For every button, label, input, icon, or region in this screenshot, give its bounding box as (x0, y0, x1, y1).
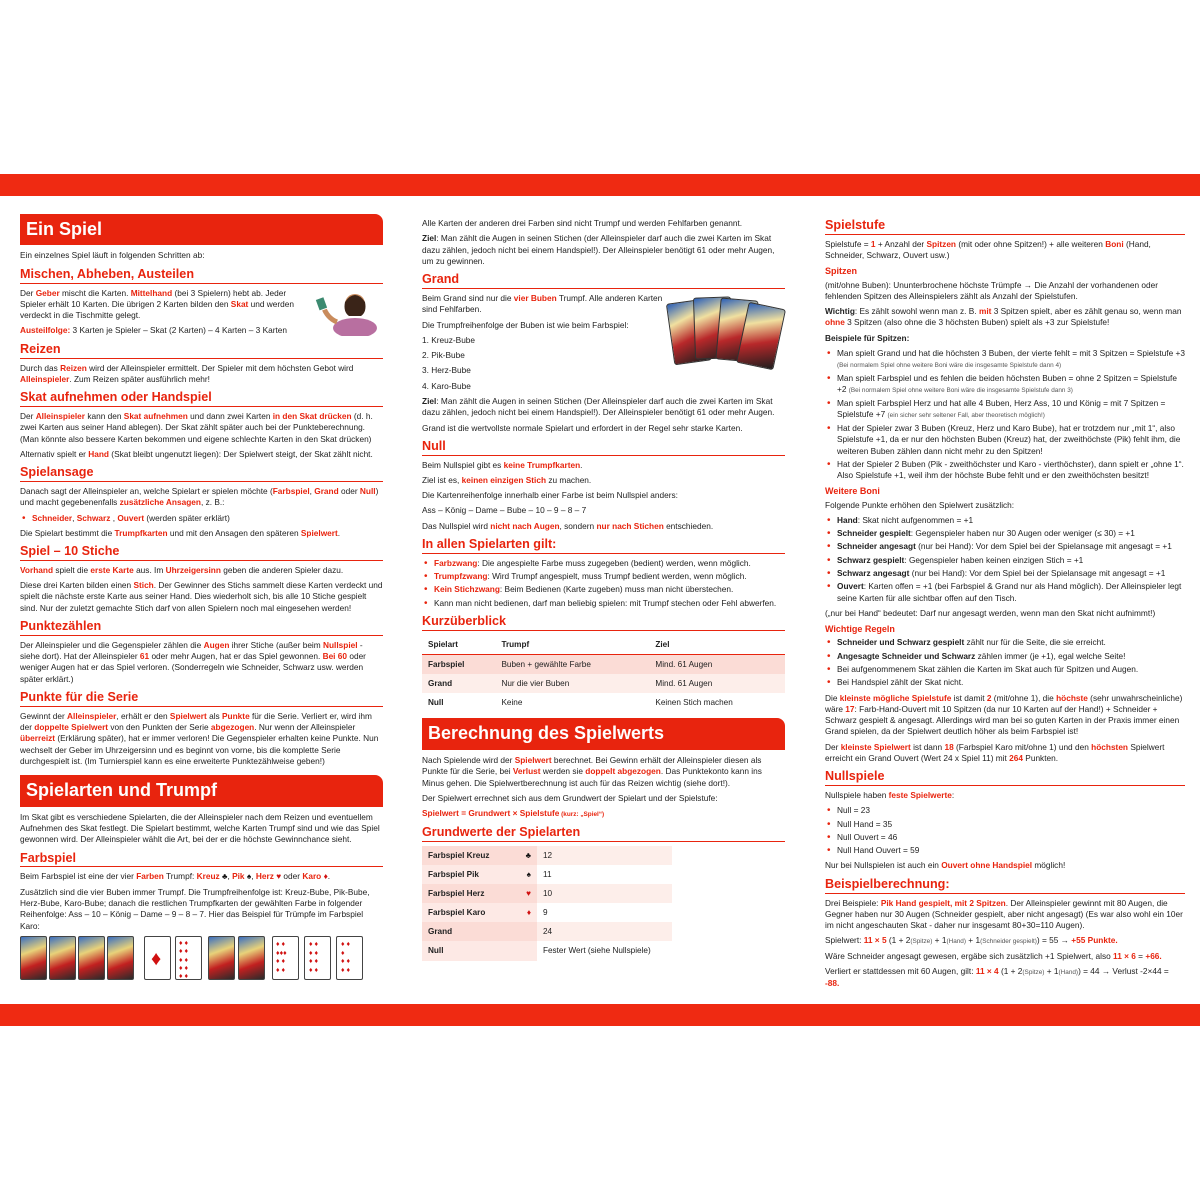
list-item: • Kein Stichzwang: Beim Bedienen (Karte zugeben) muss man nicht überstechen. (422, 584, 785, 595)
list-item: • Schneider gespielt: Gegenspieler haben nur 30 Augen oder weniger (≤ 30) = +1 (825, 528, 1185, 539)
table-cell: Mind. 61 Augen (649, 655, 785, 675)
handspiel-text: Alternativ spielt er Hand (Skat bleibt ungenutzt liegen): Der Spielwert steigt, der Skat zählt nicht. (20, 448, 373, 459)
dealer-illustration-icon (309, 288, 381, 336)
list-item: • Bei Handspiel zählt der Skat nicht. (825, 677, 1185, 688)
list-item: • Angesagte Schneider und Schwarz zählen immer (je +1), egal welche Seite! (825, 651, 1185, 662)
nullspiele-list (825, 805, 1185, 856)
column-1 (20, 214, 383, 982)
table-cell: 24 (537, 922, 672, 941)
list-item: • Bei aufgenommenem Skat zählen die Karten im Skat auch für Spitzen und Augen. (825, 664, 1185, 675)
list-item: • Farbzwang: Die angespielte Farbe muss zugegeben (bedient) werden, wenn möglich. (422, 558, 785, 569)
stich-text: Diese drei Karten bilden einen Stich. Der Gewinner des Stichs sammelt diese Karten verdeckt und spielt die nächste erste Karte aus seiner Hand. Dies wiederholt sich, bis alle 10 Stiche gespielt sind. Nur der zuletzt gemachte Stich darf von allen Spielern noch mal eingesehen werden! (20, 580, 383, 613)
spielstufe-range-text: Die kleinste mögliche Spielstufe ist damit 2 (mit/ohne 1), die höchste (sehr unwahrscheinliche) wäre 17: Farb-Hand-Ouvert mit 10 Spitzen (da nur 10 Karten auf der Hand!) + Schneider + Schwarz gespielt & angesagt. Allerdings wird man bei so guten Karten in der Praxis immer einen Grand spielen, da der Spielwert deutlich höher als beim Farbspiel ist! (825, 692, 1183, 737)
table-row (422, 884, 672, 903)
card-karo-ass: ♦ (144, 936, 171, 980)
column-header: Trumpf (495, 635, 649, 655)
spielwert-range-text: Der kleinste Spielwert ist dann 18 (Farbspiel Karo mit/ohne 1) und den höchsten Spielwert erreicht ein Grand Ouvert (Wert 24 x Spiel 11) mit 264 Punkten. (825, 741, 1165, 763)
heading-stiche: Spiel – 10 Stiche (20, 545, 383, 561)
null-ziel: Ziel ist es, keinen einzigen Stich zu machen. (422, 474, 592, 485)
heading-spitzen: Spitzen (825, 266, 858, 277)
beispiel-spielwert: Spielwert: 11 × 5 (1 + 2(Spitze) + 1(Hand) + 1(Schneider gespielt)) = 55 → +55 Punkte. (825, 935, 1118, 946)
nullspiele-intro: Nullspiele haben feste Spielwerte: (825, 790, 955, 801)
table-row (422, 693, 785, 712)
section-title-ein-spiel: Ein Spiel (20, 214, 383, 245)
card-karo-9: ♦ ♦ ♦♦♦ ♦ ♦ ♦ ♦ (272, 936, 299, 980)
mischen-text: Der Geber mischt die Karten. Mittelhand (bei 3 Spielern) hebt ab. Jeder Spieler erhält 10 Karten. Die übrigen 2 Karten bilden den Skat und werden verdeckt in die Tischmitte gelegt. (20, 287, 294, 321)
ansage-list (20, 513, 383, 524)
boni-list (825, 515, 1185, 604)
table-cell: Keinen Stich machen (655, 698, 733, 708)
list-item: 3. Herz-Bube (422, 365, 471, 376)
wichtig-text: Wichtig: Es zählt sowohl wenn man z. B. mit 3 Spitzen spielt, aber es zählt genau so, wenn man ohne 3 Spitzen (also ohne die 3 höchsten Buben) spielt als +3 zur Spielstufe! (825, 306, 1182, 328)
column-3 (825, 219, 1185, 993)
heading-spielansage: Spielansage (20, 466, 383, 482)
heading-farbspiel: Farbspiel (20, 852, 383, 868)
card-karo-dame (238, 936, 265, 980)
section-title-spielarten: Spielarten und Trumpf (20, 775, 383, 806)
card-karo-8: ♦ ♦ ♦ ♦ ♦ ♦ ♦ ♦ (304, 936, 331, 980)
list-item: • Schwarz angesagt (nur bei Hand): Vor dem Spiel bei der Spielansage mit angesagt = +1 (825, 568, 1185, 579)
section-title-berechnung: Berechnung des Spielwerts (422, 718, 785, 749)
table-cell: 11 (537, 865, 672, 884)
grand-text: Beim Grand sind nur die vier Buben Trumpf. Alle anderen Karten sind Fehlfarben. (422, 292, 663, 315)
card-herz-bube (78, 936, 105, 980)
table-row (422, 865, 672, 884)
card-kreuz-bube (20, 936, 47, 980)
heading-wichtige-regeln: Wichtige Regeln (825, 624, 895, 635)
heading-spielstufe: Spielstufe (825, 219, 1185, 235)
boni-intro: Folgende Punkte erhöhen den Spielwert zusätzlich: (825, 499, 1015, 510)
stiche-text: Vorhand spielt die erste Karte aus. Im Uhrzeigersinn geben die anderen Spieler dazu. (20, 564, 344, 575)
heading-grundwerte: Grundwerte der Spielarten (422, 826, 785, 842)
list-item: • Man spielt Farbspiel Herz und hat alle 4 Buben, Herz Ass, 10 und König = mit 7 Spitzen = Spielstufe +7 (ein sicher sehr seltener Fall, aber theoretisch möglich!) (825, 398, 1185, 421)
column-header: Ziel (649, 635, 785, 655)
table-row (422, 903, 672, 922)
intro-text: Ein einzelnes Spiel läuft in folgenden Schritten ab: (20, 250, 205, 261)
spitzen-beispiele-list (825, 348, 1185, 481)
list-item: • Null = 23 (825, 805, 1185, 816)
beispiel-schneider: Wäre Schneider angesagt gewesen, ergäbe sich zusätzlich +1 Spielwert, also 11 × 6 = +66. (825, 951, 1162, 962)
top-color-band (0, 174, 1200, 196)
ouvert-text: Nur bei Nullspielen ist auch ein Ouvert ohne Handspiel möglich! (825, 860, 1066, 871)
list-item: 4. Karo-Bube (422, 380, 471, 391)
heading-grand: Grand (422, 273, 785, 289)
spielarten-text: Im Skat gibt es verschiedene Spielarten, die der Alleinspieler nach dem Reizen und eventuellem Aufnehmen des Skat festlegt. Die Spielart bestimmt, welche Karten Trumpf sind und wie das Spiel gewonnen wird. Der Alleinspieler wählt die Art, bei der er die höchste Gewinnchance sieht. (20, 811, 380, 845)
table-row (422, 674, 785, 693)
grand-ziel-text: Ziel: Man zählt die Augen in seinen Stichen (Der Alleinspieler darf auch die zwei Karten im Skat dazu zählen, jedoch nicht bei einem Handspiel!). Der Alleinspieler benötigt 61 oder mehr Augen. (422, 395, 775, 418)
table-cell: Farbspiel Pik ♠ (422, 865, 537, 884)
list-item: • Trumpfzwang: Wird Trumpf angespielt, muss Trumpf bedient werden, wenn möglich. (422, 571, 785, 582)
grand-order-intro: Die Trumpfreihenfolge der Buben ist wie beim Farbspiel: (422, 319, 629, 330)
heading-mischen: Mischen, Abheben, Austeilen (20, 268, 383, 284)
column-header: Spielart (422, 635, 495, 655)
null-entscheid: Das Nullspiel wird nicht nach Augen, sondern nur nach Stichen entschieden. (422, 520, 714, 531)
heading-serie: Punkte für die Serie (20, 691, 383, 707)
serie-text: Gewinnt der Alleinspieler, erhält er den Spielwert als Punkte für die Serie. Verliert er, wird ihm der doppelte Spielwert von den Punkten der Serie abgezogen. Nur wenn der Alleinspieler überreizt (Erklärung später), hat er immer verloren! Die Gegenspieler erhalten keine Punkte. Nun wechselt der Geber im Uhrzeigersinn und es beginnt von vorne, bis die komplette Serie durchgespielt ist. (Im Turnierspiel kann es eine erweiterte Punktezählweise geben!) (20, 710, 379, 766)
table-cell: Nur die vier Buben (495, 674, 649, 693)
table-cell: 10 (537, 884, 672, 903)
table-cell: Farbspiel Herz ♥ (422, 884, 537, 903)
table-cell: Keine (501, 698, 523, 708)
card-pik-bube (49, 936, 76, 980)
table-cell: Farbspiel (422, 655, 495, 675)
card-karo-bube (107, 936, 134, 980)
list-item: • Null Hand Ouvert = 59 (825, 845, 1185, 856)
spitzen-text: (mit/ohne Buben): Ununterbrochene höchste Trümpfe → Die Anzahl der vorhandenen oder fehlenden Spitzen des Alleinspielers zählt als Anzahl der Spielstufen. (825, 279, 1158, 301)
heading-skat: Skat aufnehmen oder Handspiel (20, 391, 383, 407)
heading-weitere-boni: Weitere Boni (825, 486, 880, 497)
heading-nullspiele: Nullspiele (825, 770, 1185, 786)
austeilfolge-text: Austeilfolge: 3 Karten je Spieler – Skat (2 Karten) – 4 Karten – 3 Karten (20, 325, 288, 336)
heading-punktezaehlen: Punktezählen (20, 620, 383, 636)
null-order: Ass – König – Dame – Bube – 10 – 9 – 8 – 7 (422, 505, 587, 516)
list-item: • Schneider und Schwarz gespielt zählt nur für die Seite, die sie erreicht. (825, 637, 1185, 648)
list-item: • Null Hand = 35 (825, 819, 1185, 830)
heading-reizen: Reizen (20, 343, 383, 359)
trumpf-order-text: Zusätzlich sind die vier Buben immer Trumpf. Die Trumpfreihenfolge ist: Kreuz-Bube, Pik-Bube, Herz-Bube, Karo-Bube; danach die restlichen Trumpfkarten der gewählten Farbe in folgender Reihenfolge: Ass – 10 – König – Dame – 9 – 8 – 7. Hier das Beispiel für Trümpfe im Farbspiel Karo: (20, 886, 370, 931)
table-row (422, 655, 785, 675)
reizen-text: Durch das Reizen wird der Alleinspieler ermittelt. Der Spieler mit dem höchsten Gebot wird Alleinspieler. Zum Reizen später ausführlich mehr! (20, 362, 354, 384)
table-cell: Grand (422, 674, 495, 693)
kurzueberblick-table (422, 635, 785, 713)
spielansage-text: Danach sagt der Alleinspieler an, welche Spielart er spielen möchte (Farbspiel, Grand oder Null) und macht gegebenenfalls zusätzliche Ansagen, z. B.: (20, 485, 379, 508)
berechnung-text: Nach Spielende wird der Spielwert berechnet. Bei Gewinn erhält der Alleinspieler diesen als Punkte für die Serie, bei Verlust werden sie doppelt abgezogen. Das Punktekonto kann ins Minus gehen. Die Spielwertberechnung ist auch für das Reizen wichtig (siehe dort!). (422, 754, 762, 788)
heading-beispielberechnung: Beispielberechnung: (825, 878, 1185, 894)
table-header-row (422, 635, 785, 655)
list-item: • Kann man nicht bedienen, darf man beliebig spielen: mit Trumpf stechen oder Fehl abwerfen. (422, 598, 785, 609)
table-cell: Grand (422, 922, 537, 941)
wichtige-regeln-list (825, 637, 1185, 688)
list-item: • Hat der Spieler 2 Buben (Pik - zweithöchster und Karo - vierthöchster), dann spielt er „ohne 1“. Also Spielstufe +1, weil ihm der höchste Bube fehlt und er den zweithöchsten besitzt! (825, 459, 1185, 482)
grand-wert-text: Grand ist die wertvollste normale Spielart und erfordert in der Regel sehr starke Karten. (422, 422, 743, 433)
grundwerte-table (422, 846, 672, 961)
ziel-text: Ziel: Man zählt die Augen in seinen Stichen (der Alleinspieler darf auch die zwei Karten im Skat dazu zählen, jedoch nicht bei einem Handspiel!). Der Alleinspieler benötigt 61 oder mehr Augen, um zu gewinnen. (422, 233, 775, 266)
punkte-text: Der Alleinspieler und die Gegenspieler zählen die Augen ihrer Stiche (außer beim Nullspiel - siehe dort). Hat der Alleinspieler 61 oder mehr Augen, hat er das Spiel gewonnen. Bei 60 oder weniger Augen hat er das Spiel verloren. (Sonderregeln wie Schneider, Schwarz usw. werden später erklärt.) (20, 639, 366, 684)
beispiele-spitzen-heading: Beispiele für Spitzen: (825, 332, 910, 343)
skat-text: Der Alleinspieler kann den Skat aufnehmen und dann zwei Karten in den Skat drücken (d. h. zwei Karten aus seiner Hand ablegen). Der Skat zählt später auch bei der Punkteberechnung. (Man könnte also bessere Karten bekommen und eigene schlechte Karten in den Skat drücken) (20, 410, 373, 444)
grand-buben-illustration (670, 293, 785, 383)
heading-alle-spielarten: In allen Spielarten gilt: (422, 538, 785, 554)
list-item: • Hat der Spieler zwar 3 Buben (Kreuz, Herz und Karo Bube), hat er trotzdem nur „mit 1“, also Spielstufe +1, da er nur den höchsten Buben (Kreuz) hat, der zweithöchste (Pik) fehlt ihm, die weiteren Buben zählen dann nicht mehr zu den Spitzen! (825, 423, 1185, 457)
spielart-text: Die Spielart bestimmt die Trumpfkarten und mit den Ansagen den späteren Spielwert. (20, 527, 341, 538)
card-karo-7: ♦ ♦ ♦ ♦ ♦ ♦ ♦ (336, 936, 363, 980)
list-item: • Schneider, Schwarz , Ouvert (werden später erklärt) (20, 513, 383, 524)
list-item: • Hand: Skat nicht aufgenommen = +1 (825, 515, 1185, 526)
table-cell: 12 (537, 846, 672, 865)
table-cell: Buben + gewählte Farbe (495, 655, 649, 675)
spielstufe-text: Spielstufe = 1 + Anzahl der Spitzen (mit oder ohne Spitzen!) + alle weiteren Boni (Hand, Schneider, Schwarz, Ouvert usw.) (825, 238, 1151, 261)
table-cell: Null (428, 698, 444, 708)
list-item: • Man spielt Farbspiel und es fehlen die beiden höchsten Buben = ohne 2 Spitzen = Spielstufe +2 (Bei normalem Spiel ohne weitere Boni wäre die insgesamte Spielstufe dann 3) (825, 373, 1185, 396)
list-item: • Schneider angesagt (nur bei Hand): Vor dem Spiel bei der Spielansage mit angesagt = +1 (825, 541, 1185, 552)
spielwert-formel: Spielwert = Grundwert × Spielstufe (kurz: „Spiel“) (422, 808, 605, 819)
heading-null: Null (422, 440, 785, 456)
berechnung-intro: Der Spielwert errechnet sich aus dem Grundwert der Spielart und der Spielstufe: (422, 792, 718, 803)
null-text: Beim Nullspiel gibt es keine Trumpfkarten. (422, 459, 583, 470)
table-cell: Null (422, 941, 537, 960)
table-cell: Fester Wert (siehe Nullspiele) (537, 941, 672, 960)
list-item: • Null Ouvert = 46 (825, 832, 1185, 843)
list-item: • Schwarz gespielt: Gegenspieler haben keinen einzigen Stich = +1 (825, 555, 1185, 566)
heading-kurzueberblick: Kurzüberblick (422, 615, 785, 631)
list-item: • Ouvert: Karten offen = +1 (bei Farbspiel & Grand nur als Hand möglich). Der Alleinspieler legt seine Karten für alle sichtbar offen auf den Tisch. (825, 581, 1185, 604)
fehlfarben-text: Alle Karten der anderen drei Farben sind nicht Trumpf und werden Fehlfarben genannt. (422, 218, 743, 228)
farbspiel-text: Beim Farbspiel ist eine der vier Farben Trumpf: Kreuz ♣, Pik ♠, Herz ♥ oder Karo ♦. (20, 871, 331, 882)
table-row (422, 941, 672, 960)
regeln-list (422, 558, 785, 609)
card-karo-10: ♦ ♦ ♦ ♦ ♦ ♦ ♦ ♦ ♦ ♦ (175, 936, 202, 980)
buben-list (422, 335, 665, 392)
column-2 (422, 218, 785, 967)
list-item: 2. Pik-Bube (422, 350, 465, 361)
list-item: 1. Kreuz-Bube (422, 334, 476, 345)
bottom-color-band (0, 1004, 1200, 1026)
table-cell: 9 (537, 903, 672, 922)
card-karo-koenig (208, 936, 235, 980)
beispiel-text: Drei Beispiele: Pik Hand gespielt, mit 2 Spitzen. Der Alleinspieler gewinnt mit 80 Augen, die Gegner haben nur 30 Augen (Schneider gespielt, aber nicht angesagt) (Es war also wohl ein 10er im nicht angeschauten Skat - daher nur insgesamt 80+30=110 Augen). (825, 897, 1183, 931)
boni-note: („nur bei Hand“ bedeutet: Darf nur angesagt werden, wenn man den Skat nicht aufnimmt!) (825, 607, 1156, 618)
table-row (422, 922, 672, 941)
karo-trump-cards (20, 936, 383, 982)
null-reihe: Die Kartenreihenfolge innerhalb einer Farbe ist beim Nullspiel anders: (422, 490, 678, 501)
beispiel-verlust: Verliert er stattdessen mit 60 Augen, gilt: 11 × 4 (1 + 2(Spitze) + 1(Hand)) = 44 → Verlust -2×44 = -88. (825, 966, 1169, 989)
table-cell: Farbspiel Karo ♦ (422, 903, 537, 922)
list-item: • Man spielt Grand und hat die höchsten 3 Buben, der vierte fehlt = mit 3 Spitzen = Spielstufe +3 (Bei normalem Spiel ohne weitere Boni wäre die insgesamte Spielstufe dann 4) (825, 348, 1185, 371)
table-row (422, 846, 672, 865)
table-cell: Farbspiel Kreuz ♣ (422, 846, 537, 865)
table-cell: Mind. 61 Augen (649, 674, 785, 693)
